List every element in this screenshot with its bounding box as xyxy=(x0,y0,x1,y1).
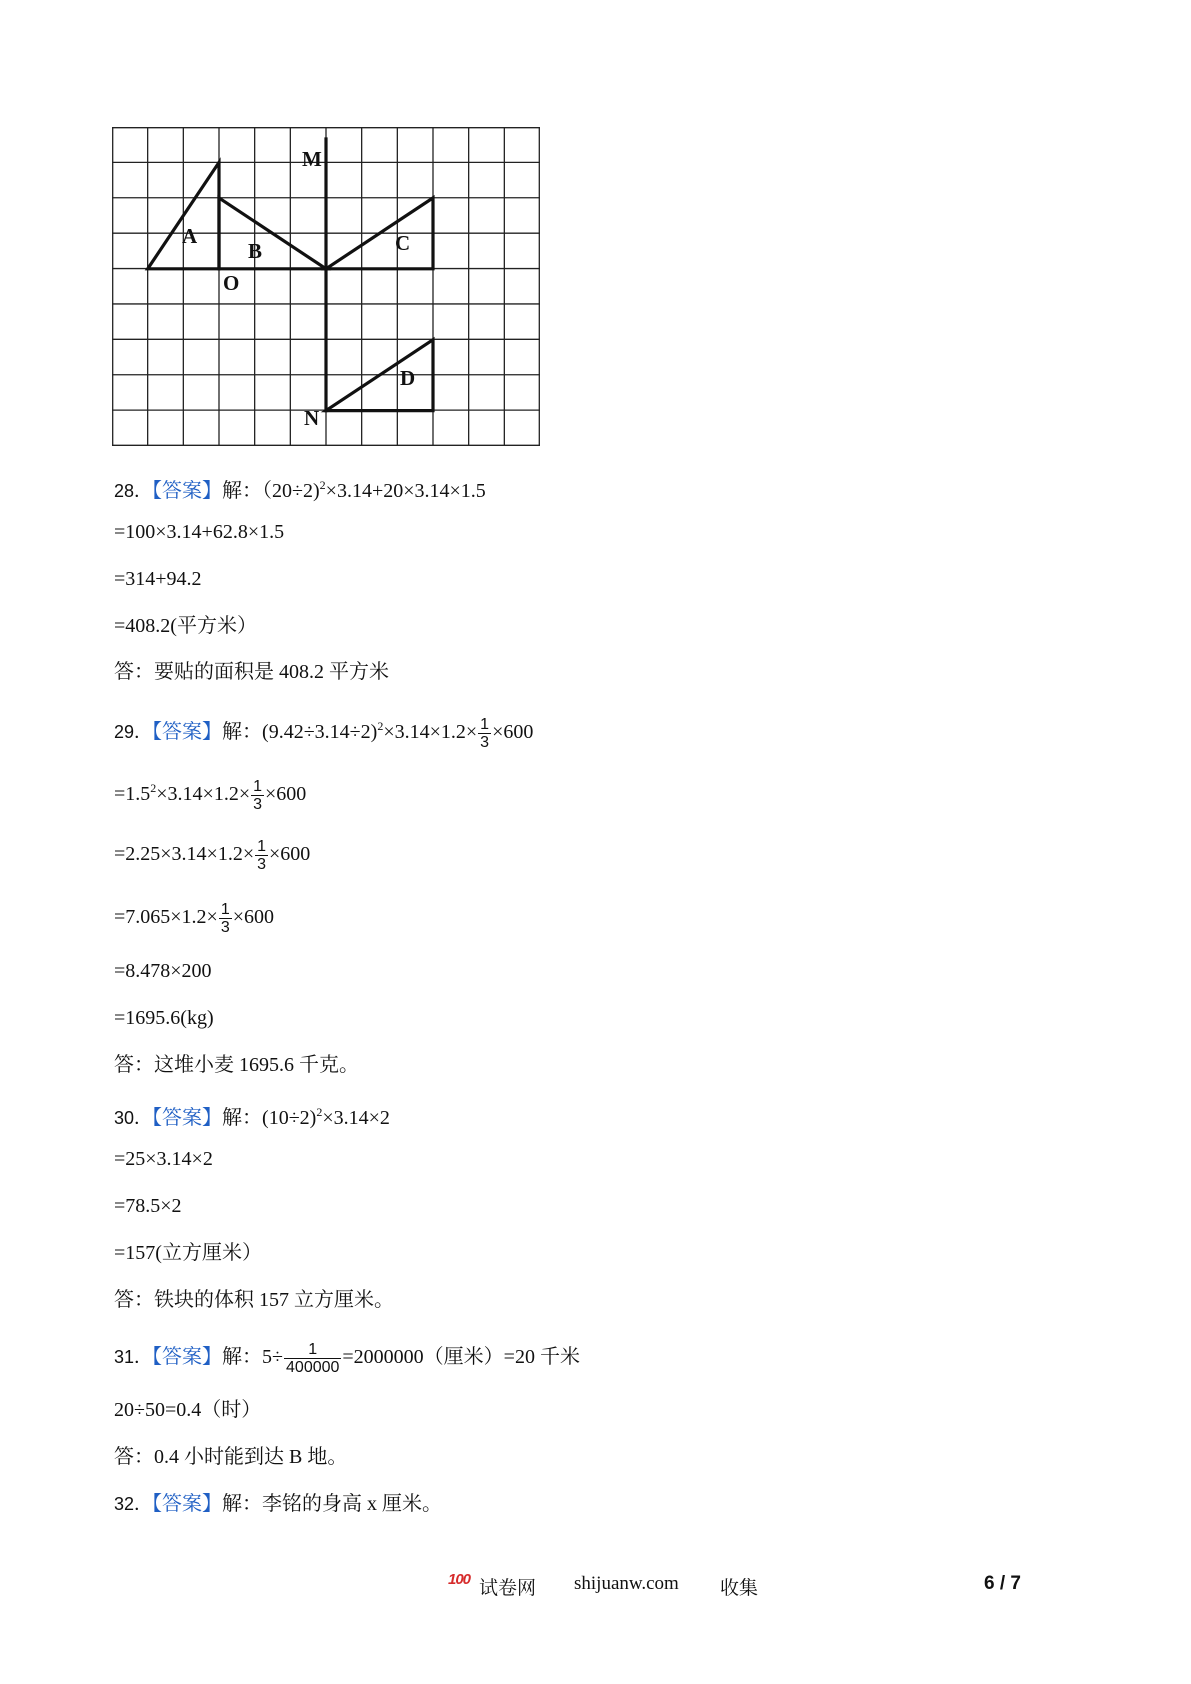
q29-number: 29． xyxy=(114,722,153,742)
q29-l4-a: =7.065×1.2× xyxy=(114,906,218,929)
q29-l4-c: ×600 xyxy=(232,906,275,929)
q30-number: 30． xyxy=(114,1108,153,1128)
label-a: A xyxy=(182,224,198,248)
q30-line-2: =25×3.14×2 xyxy=(114,1148,213,1170)
label-d: D xyxy=(400,366,416,390)
fraction xyxy=(219,901,232,936)
q30-line-3: =78.5×2 xyxy=(114,1195,182,1217)
q31-solution-label: 解： xyxy=(222,1346,263,1369)
q28-solution-label: 解： xyxy=(222,480,263,502)
fraction xyxy=(284,1341,341,1376)
q31-line-2: 20÷50=0.4（时） xyxy=(114,1399,262,1421)
q29-l3-a: =2.25×3.14×1.2× xyxy=(114,843,255,866)
q30-line-4: =157(立方厘米） xyxy=(114,1242,262,1264)
fraction-denominator: 3 xyxy=(480,733,490,751)
label-n: N xyxy=(304,406,320,430)
label-m: M xyxy=(302,147,322,171)
fraction-denominator: 400000 xyxy=(286,1359,340,1376)
fraction-denominator: 3 xyxy=(257,856,267,873)
fraction-denominator: 3 xyxy=(220,919,230,936)
grid-figure xyxy=(112,127,540,446)
q31-number: 31． xyxy=(114,1347,153,1368)
q29-answer: 答：这堆小麦 1695.6 千克。 xyxy=(114,1054,359,1076)
q29-answer-tag: 【答案】 xyxy=(152,721,223,743)
q31-expr-b: =2000000（厘米）=20 千米 xyxy=(342,1346,580,1369)
q29-solution-label: 解： xyxy=(222,721,263,743)
site-logo-icon: 100 xyxy=(448,1571,471,1588)
footer-domain: shijuanw.com xyxy=(574,1573,679,1594)
q28-answer: 答：要贴的面积是 408.2 平方米 xyxy=(114,661,389,683)
q29-line-4 xyxy=(114,901,274,936)
q28-line-4: =408.2(平方米） xyxy=(114,615,257,637)
fraction-denominator: 3 xyxy=(253,795,263,813)
q28-number: 28． xyxy=(114,481,153,501)
footer-site-name: 试卷网 xyxy=(479,1578,537,1599)
q31-answer-tag: 【答案】 xyxy=(152,1346,223,1369)
fraction-numerator: 1 xyxy=(253,777,263,795)
q32-text: 李铭的身高 x 厘米。 xyxy=(262,1493,443,1515)
q30-answer: 答：铁块的体积 157 立方厘米。 xyxy=(114,1289,394,1311)
q29-expr-c: ×600 xyxy=(492,721,534,743)
q32-line-1 xyxy=(114,1491,442,1517)
q28-expr-sup: 2 xyxy=(319,478,326,492)
q31-answer: 答：0.4 小时能到达 B 地。 xyxy=(114,1446,348,1468)
fraction-numerator: 1 xyxy=(220,901,230,918)
q29-l2-c: ×600 xyxy=(265,783,307,805)
q32-answer-tag: 【答案】 xyxy=(152,1493,223,1515)
fraction-numerator: 1 xyxy=(284,1341,341,1359)
q30-expr-b: ×3.14×2 xyxy=(322,1107,390,1129)
q29-line-1 xyxy=(114,713,533,751)
q28-expr-b: ×3.14+20×3.14×1.5 xyxy=(325,480,486,502)
q30-answer-tag: 【答案】 xyxy=(152,1107,223,1129)
q29-line-3 xyxy=(114,838,310,873)
fraction xyxy=(255,838,268,873)
q29-expr-a: (9.42÷3.14÷2) xyxy=(262,721,378,743)
label-o: O xyxy=(223,271,240,295)
fraction xyxy=(478,716,491,751)
q30-line-1 xyxy=(114,1099,390,1131)
q31-line-1 xyxy=(114,1341,580,1376)
q30-expr-a: (10÷2) xyxy=(262,1107,317,1129)
q29-expr-sup: 2 xyxy=(377,719,384,733)
q29-l2-a: =1.5 xyxy=(114,783,151,805)
q28-line-1 xyxy=(114,472,486,504)
q29-line-2 xyxy=(114,775,306,813)
q32-number: 32． xyxy=(114,1494,153,1514)
fraction-numerator: 1 xyxy=(257,838,267,855)
q28-line-2: =100×3.14+62.8×1.5 xyxy=(114,521,285,543)
q32-solution-label: 解： xyxy=(222,1493,263,1515)
q29-line-6: =1695.6(kg) xyxy=(114,1007,214,1029)
fraction xyxy=(251,778,264,813)
q30-solution-label: 解： xyxy=(222,1107,263,1129)
q29-l2-sup: 2 xyxy=(150,781,157,795)
label-b: B xyxy=(248,239,263,263)
fraction-numerator: 1 xyxy=(480,715,490,733)
footer-collect: 收集 xyxy=(720,1578,759,1599)
q30-expr-sup: 2 xyxy=(316,1105,323,1119)
q28-line-3: =314+94.2 xyxy=(114,568,202,590)
q28-answer-tag: 【答案】 xyxy=(152,480,223,502)
q31-expr-a: 5÷ xyxy=(262,1346,284,1369)
q29-expr-b: ×3.14×1.2× xyxy=(383,721,478,743)
page-number: 6 / 7 xyxy=(984,1573,1021,1594)
q29-l3-c: ×600 xyxy=(269,843,311,866)
label-c: C xyxy=(395,231,411,255)
q29-l2-b: ×3.14×1.2× xyxy=(156,783,251,805)
q28-expr-a: （20÷2) xyxy=(262,480,320,502)
q29-line-5: =8.478×200 xyxy=(114,960,212,982)
page-footer xyxy=(0,1573,1191,1603)
